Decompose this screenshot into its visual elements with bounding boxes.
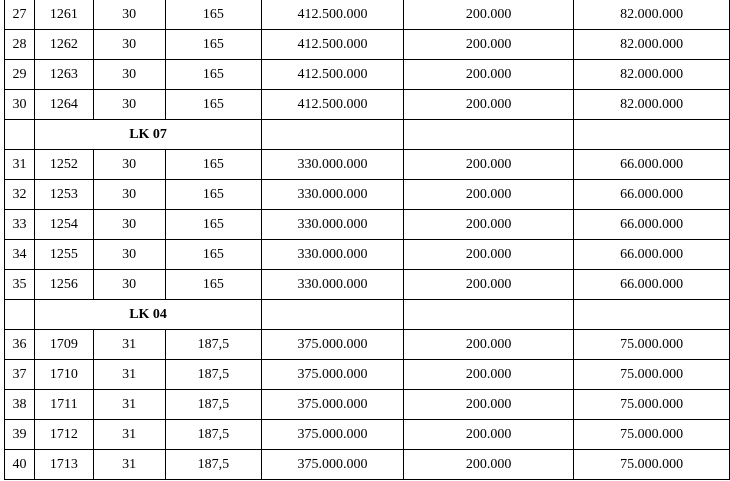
area-cell: 187,5 bbox=[165, 420, 262, 450]
deposit-amount-cell bbox=[574, 300, 730, 330]
total-price-cell bbox=[262, 120, 404, 150]
unit-price-cell: 200.000 bbox=[403, 270, 573, 300]
row-number-cell: 39 bbox=[5, 420, 35, 450]
unit-price-cell: 200.000 bbox=[403, 330, 573, 360]
area-cell: 165 bbox=[165, 150, 262, 180]
lot-number-cell: 1254 bbox=[34, 210, 93, 240]
table-row bbox=[5, 360, 730, 390]
frontage-cell: 30 bbox=[93, 180, 165, 210]
frontage-cell: 31 bbox=[93, 330, 165, 360]
unit-price-cell: 200.000 bbox=[403, 450, 573, 480]
row-number-cell: 34 bbox=[5, 240, 35, 270]
land-lot-table bbox=[4, 0, 730, 480]
deposit-amount-cell: 66.000.000 bbox=[574, 270, 730, 300]
row-number-cell: 37 bbox=[5, 360, 35, 390]
table-row bbox=[5, 30, 730, 60]
row-number-cell: 32 bbox=[5, 180, 35, 210]
frontage-cell: 30 bbox=[93, 270, 165, 300]
group-label: LK 04 bbox=[34, 300, 261, 330]
area-cell: 165 bbox=[165, 210, 262, 240]
row-number-cell: 35 bbox=[5, 270, 35, 300]
table-row bbox=[5, 420, 730, 450]
total-price-cell: 375.000.000 bbox=[262, 420, 404, 450]
total-price-cell: 375.000.000 bbox=[262, 390, 404, 420]
lot-number-cell: 1709 bbox=[34, 330, 93, 360]
deposit-amount-cell: 66.000.000 bbox=[574, 180, 730, 210]
group-header-row bbox=[5, 300, 730, 330]
total-price-cell: 330.000.000 bbox=[262, 240, 404, 270]
total-price-cell: 412.500.000 bbox=[262, 30, 404, 60]
deposit-amount-cell: 66.000.000 bbox=[574, 210, 730, 240]
unit-price-cell: 200.000 bbox=[403, 30, 573, 60]
deposit-amount-cell: 66.000.000 bbox=[574, 240, 730, 270]
deposit-amount-cell: 82.000.000 bbox=[574, 0, 730, 30]
table-row bbox=[5, 330, 730, 360]
frontage-cell: 30 bbox=[93, 60, 165, 90]
area-cell: 187,5 bbox=[165, 450, 262, 480]
unit-price-cell: 200.000 bbox=[403, 90, 573, 120]
unit-price-cell: 200.000 bbox=[403, 0, 573, 30]
deposit-amount-cell: 75.000.000 bbox=[574, 330, 730, 360]
area-cell: 165 bbox=[165, 30, 262, 60]
deposit-amount-cell: 82.000.000 bbox=[574, 60, 730, 90]
lot-number-cell: 1710 bbox=[34, 360, 93, 390]
unit-price-cell: 200.000 bbox=[403, 360, 573, 390]
table-row bbox=[5, 450, 730, 480]
table-row bbox=[5, 90, 730, 120]
lot-number-cell: 1263 bbox=[34, 60, 93, 90]
lot-number-cell: 1252 bbox=[34, 150, 93, 180]
table-row bbox=[5, 390, 730, 420]
table-row bbox=[5, 0, 730, 30]
unit-price-cell bbox=[403, 120, 573, 150]
total-price-cell: 412.500.000 bbox=[262, 60, 404, 90]
lot-number-cell: 1713 bbox=[34, 450, 93, 480]
frontage-cell: 31 bbox=[93, 450, 165, 480]
area-cell: 165 bbox=[165, 240, 262, 270]
table-row bbox=[5, 270, 730, 300]
frontage-cell: 30 bbox=[93, 150, 165, 180]
table-row bbox=[5, 150, 730, 180]
frontage-cell: 31 bbox=[93, 360, 165, 390]
deposit-amount-cell: 75.000.000 bbox=[574, 450, 730, 480]
deposit-amount-cell: 82.000.000 bbox=[574, 90, 730, 120]
frontage-cell: 31 bbox=[93, 420, 165, 450]
lot-number-cell: 1264 bbox=[34, 90, 93, 120]
deposit-amount-cell bbox=[574, 120, 730, 150]
table-row bbox=[5, 60, 730, 90]
row-number-cell: 31 bbox=[5, 150, 35, 180]
deposit-amount-cell: 75.000.000 bbox=[574, 390, 730, 420]
unit-price-cell: 200.000 bbox=[403, 420, 573, 450]
row-number-cell: 33 bbox=[5, 210, 35, 240]
area-cell: 187,5 bbox=[165, 360, 262, 390]
table-row bbox=[5, 180, 730, 210]
area-cell: 165 bbox=[165, 180, 262, 210]
unit-price-cell: 200.000 bbox=[403, 180, 573, 210]
total-price-cell: 375.000.000 bbox=[262, 450, 404, 480]
unit-price-cell: 200.000 bbox=[403, 390, 573, 420]
deposit-amount-cell: 66.000.000 bbox=[574, 150, 730, 180]
table-row bbox=[5, 210, 730, 240]
frontage-cell: 30 bbox=[93, 0, 165, 30]
row-number-cell bbox=[5, 300, 35, 330]
area-cell: 187,5 bbox=[165, 390, 262, 420]
total-price-cell: 412.500.000 bbox=[262, 0, 404, 30]
lot-number-cell: 1712 bbox=[34, 420, 93, 450]
total-price-cell: 330.000.000 bbox=[262, 150, 404, 180]
lot-number-cell: 1262 bbox=[34, 30, 93, 60]
area-cell: 165 bbox=[165, 270, 262, 300]
lot-number-cell: 1253 bbox=[34, 180, 93, 210]
table-body bbox=[5, 0, 730, 480]
frontage-cell: 31 bbox=[93, 390, 165, 420]
area-cell: 187,5 bbox=[165, 330, 262, 360]
total-price-cell: 330.000.000 bbox=[262, 210, 404, 240]
row-number-cell: 38 bbox=[5, 390, 35, 420]
unit-price-cell bbox=[403, 300, 573, 330]
total-price-cell: 412.500.000 bbox=[262, 90, 404, 120]
unit-price-cell: 200.000 bbox=[403, 60, 573, 90]
area-cell: 165 bbox=[165, 90, 262, 120]
area-cell: 165 bbox=[165, 0, 262, 30]
lot-number-cell: 1255 bbox=[34, 240, 93, 270]
row-number-cell bbox=[5, 120, 35, 150]
unit-price-cell: 200.000 bbox=[403, 240, 573, 270]
deposit-amount-cell: 75.000.000 bbox=[574, 360, 730, 390]
lot-number-cell: 1256 bbox=[34, 270, 93, 300]
total-price-cell: 375.000.000 bbox=[262, 360, 404, 390]
frontage-cell: 30 bbox=[93, 90, 165, 120]
total-price-cell: 375.000.000 bbox=[262, 330, 404, 360]
row-number-cell: 27 bbox=[5, 0, 35, 30]
row-number-cell: 40 bbox=[5, 450, 35, 480]
row-number-cell: 29 bbox=[5, 60, 35, 90]
row-number-cell: 36 bbox=[5, 330, 35, 360]
frontage-cell: 30 bbox=[93, 30, 165, 60]
deposit-amount-cell: 75.000.000 bbox=[574, 420, 730, 450]
unit-price-cell: 200.000 bbox=[403, 210, 573, 240]
total-price-cell: 330.000.000 bbox=[262, 180, 404, 210]
unit-price-cell: 200.000 bbox=[403, 150, 573, 180]
row-number-cell: 28 bbox=[5, 30, 35, 60]
row-number-cell: 30 bbox=[5, 90, 35, 120]
table-row bbox=[5, 240, 730, 270]
lot-number-cell: 1711 bbox=[34, 390, 93, 420]
frontage-cell: 30 bbox=[93, 210, 165, 240]
group-label: LK 07 bbox=[34, 120, 261, 150]
group-header-row bbox=[5, 120, 730, 150]
frontage-cell: 30 bbox=[93, 240, 165, 270]
area-cell: 165 bbox=[165, 60, 262, 90]
total-price-cell bbox=[262, 300, 404, 330]
deposit-amount-cell: 82.000.000 bbox=[574, 30, 730, 60]
total-price-cell: 330.000.000 bbox=[262, 270, 404, 300]
lot-number-cell: 1261 bbox=[34, 0, 93, 30]
